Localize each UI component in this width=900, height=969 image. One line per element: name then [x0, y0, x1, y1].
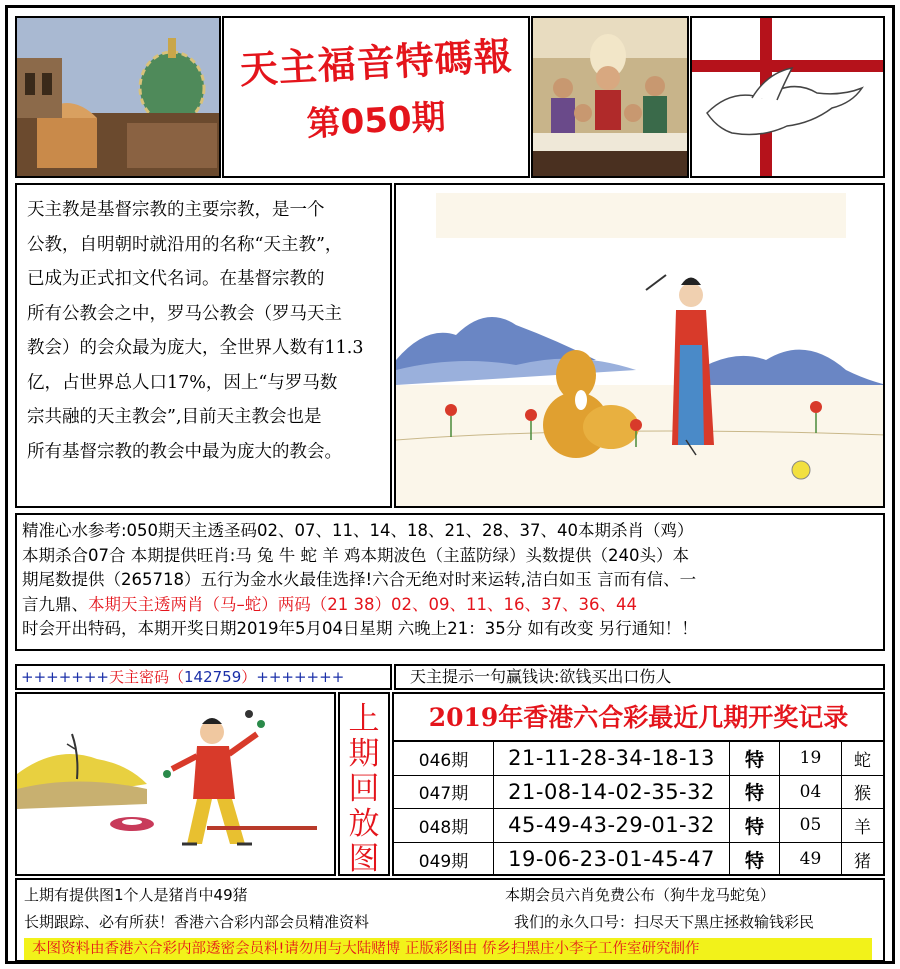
last-supper-image [531, 16, 689, 178]
cross-dove-image [690, 16, 885, 178]
plus-right: +++++++ [256, 668, 345, 686]
footer-highlight-banner: 本图资料由香港六合彩内部透密会员料!请勿用与大陆赌博 正版彩图由 侨乡扫黑庄小李子工作室研究制作 [24, 938, 872, 960]
special-label: 特 [730, 809, 780, 842]
table-row [394, 809, 883, 843]
numbers-cell: 19-06-23-01-45-47 [494, 843, 730, 877]
review-char: 图 [348, 841, 380, 876]
footer-right-2: 我们的永久口号：扫尽天下黑庄拯救输钱彩民 [514, 913, 815, 931]
prediction-line: 期尾数提供（265718）五行为金水火最佳选择!六合无绝对时来运转,洁白如玉 言而有信、一 [22, 570, 697, 589]
special-number: 05 [780, 809, 842, 842]
tip-bar: 天主提示一句赢钱诀:欲钱买出口伤人 [394, 664, 885, 690]
intro-line: 已成为正式扣文代名词。在基督宗教的 [27, 269, 325, 289]
special-number: 19 [780, 742, 842, 775]
intro-line: 亿，占世界总人口17%，因上“与罗马数 [27, 372, 338, 393]
code-label: 天主密码（ [108, 668, 184, 686]
table-row [394, 776, 883, 810]
intro-line: 教会）的会众最为庞大，全世界人数有11.3 [27, 338, 364, 358]
zodiac-cell: 猪 [854, 851, 871, 872]
issue-cell: 049期 [394, 843, 494, 877]
church-image [15, 16, 221, 178]
numbers-cell: 21-11-28-34-18-13 [494, 742, 730, 775]
prediction-line: 本期杀合07合 本期提供旺肖:马 兔 牛 蛇 羊 鸡本期波色（主蓝防绿）头数提供（240头）本 [22, 545, 690, 565]
flute-maiden-illustration [394, 183, 885, 508]
zodiac-cell: 猴 [854, 784, 871, 805]
review-char: 放 [348, 806, 380, 842]
numbers-cell: 21-08-14-02-35-32 [494, 776, 730, 809]
issue-cell: 048期 [394, 809, 494, 842]
footer-panel [15, 878, 885, 962]
table-row [394, 742, 883, 776]
intro-line: 公教，自明朝时就沿用的名称“天主教”， [27, 234, 343, 255]
page-title: 天主福音特碼報 [238, 33, 514, 93]
prediction-line [22, 593, 883, 618]
header-title-box [222, 16, 530, 178]
prediction-line: 时会开出特码，本期开奖日期2019年5月04日星期 六晚上21：35分 如有改变 另行通知！！ [22, 619, 698, 638]
juggler-illustration [15, 692, 336, 876]
prediction-panel [15, 513, 885, 651]
special-label: 特 [730, 776, 780, 809]
intro-line: 宗共融的天主教会”,目前天主教会也是 [27, 407, 322, 427]
last-issue-review-label [338, 692, 390, 876]
issue-cell: 047期 [394, 776, 494, 809]
special-number: 04 [780, 776, 842, 809]
intro-line: 所有公教会之中，罗马公教会（罗马天主 [27, 303, 342, 324]
special-label: 特 [730, 742, 780, 775]
footer-left-1: 上期有提供图1个人是猪肖中49猪 [24, 886, 248, 904]
review-char: 上 [348, 701, 380, 737]
footer-right-1: 本期会员六肖免费公布（狗牛龙马蛇兔） [505, 886, 776, 904]
prediction-text: 言九鼎、 [22, 594, 88, 614]
intro-line: 所有基督宗教的教会中最为庞大的教会。 [27, 441, 342, 462]
review-char: 期 [348, 736, 380, 772]
footer-left-2: 长期跟踪、必有所获！香港六合彩内部会员精准资料 [24, 913, 370, 931]
intro-text [15, 183, 392, 508]
issue-cell: 046期 [394, 742, 494, 775]
review-char: 回 [348, 771, 380, 807]
secret-code-bar [15, 664, 392, 690]
zodiac-cell: 羊 [854, 817, 871, 838]
numbers-cell: 45-49-43-29-01-32 [494, 809, 730, 842]
special-number: 49 [780, 843, 842, 877]
special-label: 特 [730, 843, 780, 877]
draw-records-table [392, 692, 885, 876]
issue-number: 第050期 [305, 97, 447, 145]
prediction-highlight: 本期天主透两肖（马–蛇）两码（21 38）02、09、11、16、37、36、44 [88, 594, 637, 614]
table-row [394, 843, 883, 877]
prediction-line: 精准心水参考:050期天主透圣码02、07、11、14、18、21、28、37、40本期杀肖（鸡） [22, 521, 694, 540]
records-title: 2019年香港六合彩最近几期开奖记录 [394, 694, 883, 742]
zodiac-cell: 蛇 [854, 750, 871, 771]
plus-left: +++++++ [21, 668, 109, 686]
intro-line: 天主教是基督宗教的主要宗教，是一个 [27, 200, 325, 220]
secret-code: 142759 [184, 668, 242, 686]
code-close: ） [241, 668, 257, 686]
